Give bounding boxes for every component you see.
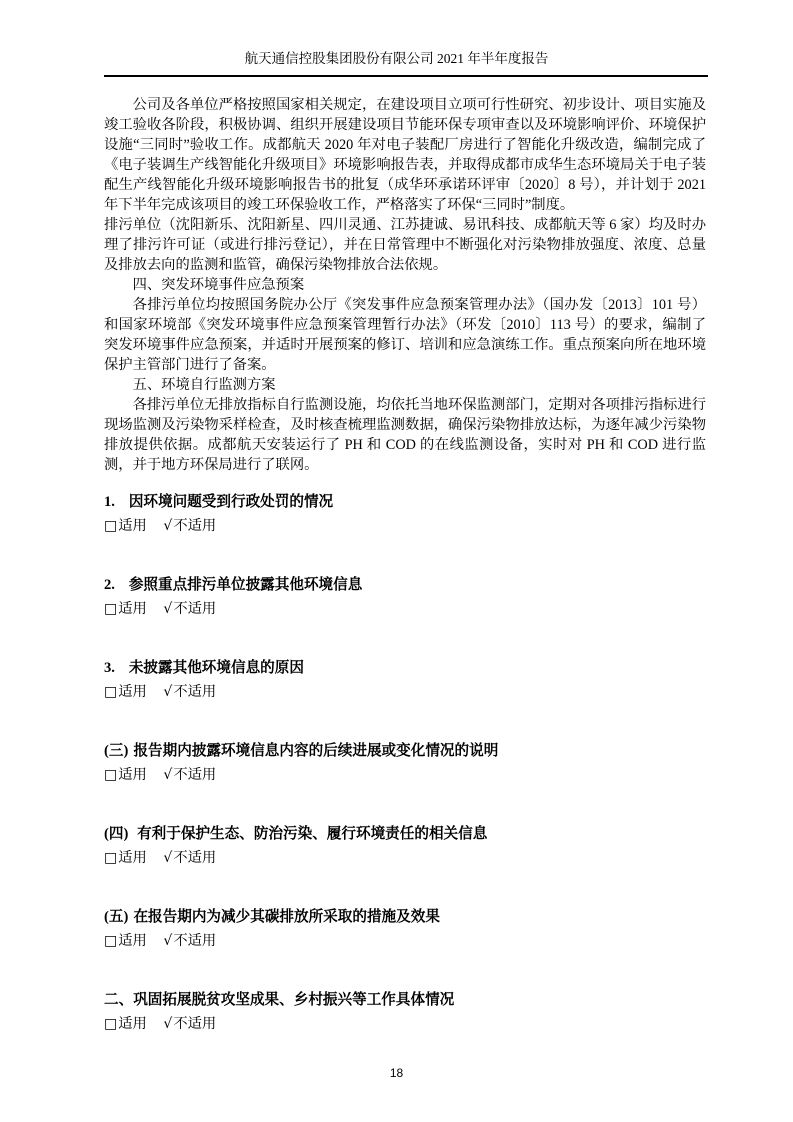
applicability-options — [104, 515, 706, 537]
option-applicable-label: 适用 — [118, 933, 147, 949]
item-title — [104, 657, 706, 679]
item-title-text: 有利于保护生态、防治污染、履行环境责任的相关信息 — [137, 826, 488, 842]
check-icon: √ — [163, 767, 173, 783]
option-applicable — [104, 518, 147, 534]
option-not-applicable-label: 不适用 — [173, 767, 217, 783]
item-key-unit-disclosure — [104, 574, 706, 620]
applicability-options — [104, 681, 706, 703]
item-title — [104, 491, 706, 513]
applicability-options — [104, 764, 706, 786]
option-applicable-label: 适用 — [118, 518, 147, 534]
item-title — [104, 989, 706, 1011]
item-rural-revitalization — [104, 989, 706, 1035]
checkbox-icon: □ — [104, 767, 118, 783]
option-not-applicable — [163, 518, 216, 534]
item-title — [104, 906, 706, 928]
checkbox-icon: □ — [104, 601, 118, 617]
paragraph-discharge-units: 排污单位（沈阳新乐、沈阳新星、四川灵通、江苏捷诚、易讯科技、成都航天等 6 家）均及时办理了排污许可证（或进行排污登记），并在日常管理中不断强化对污染物排放强度、浓度、总量及排放去向的监测和监管，确保污染物排放合法依规。 — [104, 217, 706, 273]
option-not-applicable-label: 不适用 — [173, 601, 217, 617]
page-header-title: 航天通信控股集团股份有限公司 2021 年半年度报告 — [244, 51, 549, 66]
item-number: (五) — [104, 909, 129, 925]
option-applicable — [104, 601, 147, 617]
section-heading-emergency-plan: 四、突发环境事件应急预案 — [132, 277, 305, 293]
check-icon: √ — [163, 933, 173, 949]
option-not-applicable — [163, 933, 216, 949]
option-not-applicable — [163, 767, 216, 783]
option-applicable — [104, 850, 147, 866]
item-number: 2. — [104, 577, 115, 593]
item-title — [104, 574, 706, 596]
paragraph-environment-compliance: 公司及各单位严格按照国家相关规定，在建设项目立项可行性研究、初步设计、项目实施及竣工验收各阶段，积极协调、组织开展建设项目节能环保专项审查以及环境影响评价、环境保护设施“三同时”验收工作。成都航天 2020 年对电子装配厂房进行了智能化升级改造，编制完成了《电子装调生产线智能化升级项目》环境影响报告表，并取得成都市成华生态环境局关于电子装配生产线智能化升级环境影响报告书的批复（成华环承诺环评审〔2020〕8 号），并计划于 2021 年下半年完成该项目的竣工环保验收工作，严格落实了环保“三同时”制度。 — [104, 97, 706, 213]
item-undisclosed-reason — [104, 657, 706, 703]
item-title-text: 因环境问题受到行政处罚的情况 — [128, 494, 334, 510]
paragraph-emergency-plan: 各排污单位均按照国务院办公厅《突发事件应急预案管理办法》（国办发〔2013〕101 号）和国家环境部《突发环境事件应急预案管理暂行办法》（环发〔2010〕113 号）的要求，编制了突发环境事件应急预案，并适时开展预案的修订、培训和应急演练工作。重点预案向所在地环境保护主管部门进行了备案。 — [104, 297, 706, 373]
option-applicable — [104, 1016, 147, 1032]
option-applicable-label: 适用 — [118, 1016, 147, 1032]
item-title — [104, 740, 706, 762]
item-title-text: 报告期内披露环境信息内容的后续进展或变化情况的说明 — [133, 743, 499, 759]
checkbox-icon: □ — [104, 518, 118, 534]
option-applicable — [104, 933, 147, 949]
option-not-applicable-label: 不适用 — [173, 684, 217, 700]
applicability-options — [104, 598, 706, 620]
item-title — [104, 823, 706, 845]
option-not-applicable-label: 不适用 — [173, 850, 217, 866]
item-eco-protection-info — [104, 823, 706, 869]
item-carbon-reduction — [104, 906, 706, 952]
item-admin-penalty — [104, 491, 706, 537]
item-number: 1. — [104, 494, 115, 510]
option-not-applicable — [163, 601, 216, 617]
item-number: (三) — [104, 743, 129, 759]
option-not-applicable — [163, 1016, 216, 1032]
option-applicable-label: 适用 — [118, 767, 147, 783]
page-number: 18 — [389, 1066, 404, 1080]
item-followup-progress — [104, 740, 706, 786]
item-title-text: 未披露其他环境信息的原因 — [128, 660, 304, 676]
applicability-options — [104, 1013, 706, 1035]
check-icon: √ — [163, 684, 173, 700]
item-title-text: 参照重点排污单位披露其他环境信息 — [128, 577, 363, 593]
option-applicable-label: 适用 — [118, 850, 147, 866]
option-not-applicable-label: 不适用 — [173, 518, 217, 534]
item-number: 3. — [104, 660, 115, 676]
option-not-applicable-label: 不适用 — [173, 1016, 217, 1032]
applicability-items — [104, 491, 706, 1035]
page-body — [104, 95, 706, 1072]
option-applicable — [104, 767, 147, 783]
checkbox-icon: □ — [104, 850, 118, 866]
applicability-options — [104, 930, 706, 952]
option-applicable-label: 适用 — [118, 684, 147, 700]
item-title-text: 在报告期内为减少其碳排放所采取的措施及效果 — [133, 909, 440, 925]
checkbox-icon: □ — [104, 1016, 118, 1032]
check-icon: √ — [163, 850, 173, 866]
checkbox-icon: □ — [104, 933, 118, 949]
option-not-applicable — [163, 850, 216, 866]
checkbox-icon: □ — [104, 684, 118, 700]
option-not-applicable — [163, 684, 216, 700]
check-icon: √ — [163, 518, 173, 534]
header-rule — [104, 75, 708, 77]
item-number: (四) — [104, 826, 129, 842]
option-applicable-label: 适用 — [118, 601, 147, 617]
option-applicable — [104, 684, 147, 700]
item-number: 二、 — [104, 992, 134, 1008]
applicability-options — [104, 847, 706, 869]
paragraph-self-monitoring: 各排污单位无排放指标自行监测设施，均依托当地环保监测部门，定期对各项排污指标进行现场监测及污染物采样检查，及时核查梳理监测数据，确保污染物排放达标，为逐年减少污染物排放提供依据。成都航天安装运行了 PH 和 COD 的在线监测设备，实时对 PH 和 COD 进行监测，并于地方环保局进行了联网。 — [104, 397, 706, 473]
option-not-applicable-label: 不适用 — [173, 933, 217, 949]
item-title-text: 巩固拓展脱贫攻坚成果、乡村振兴等工作具体情况 — [133, 992, 455, 1008]
check-icon: √ — [163, 601, 173, 617]
section-heading-self-monitoring: 五、环境自行监测方案 — [132, 377, 276, 393]
check-icon: √ — [163, 1016, 173, 1032]
